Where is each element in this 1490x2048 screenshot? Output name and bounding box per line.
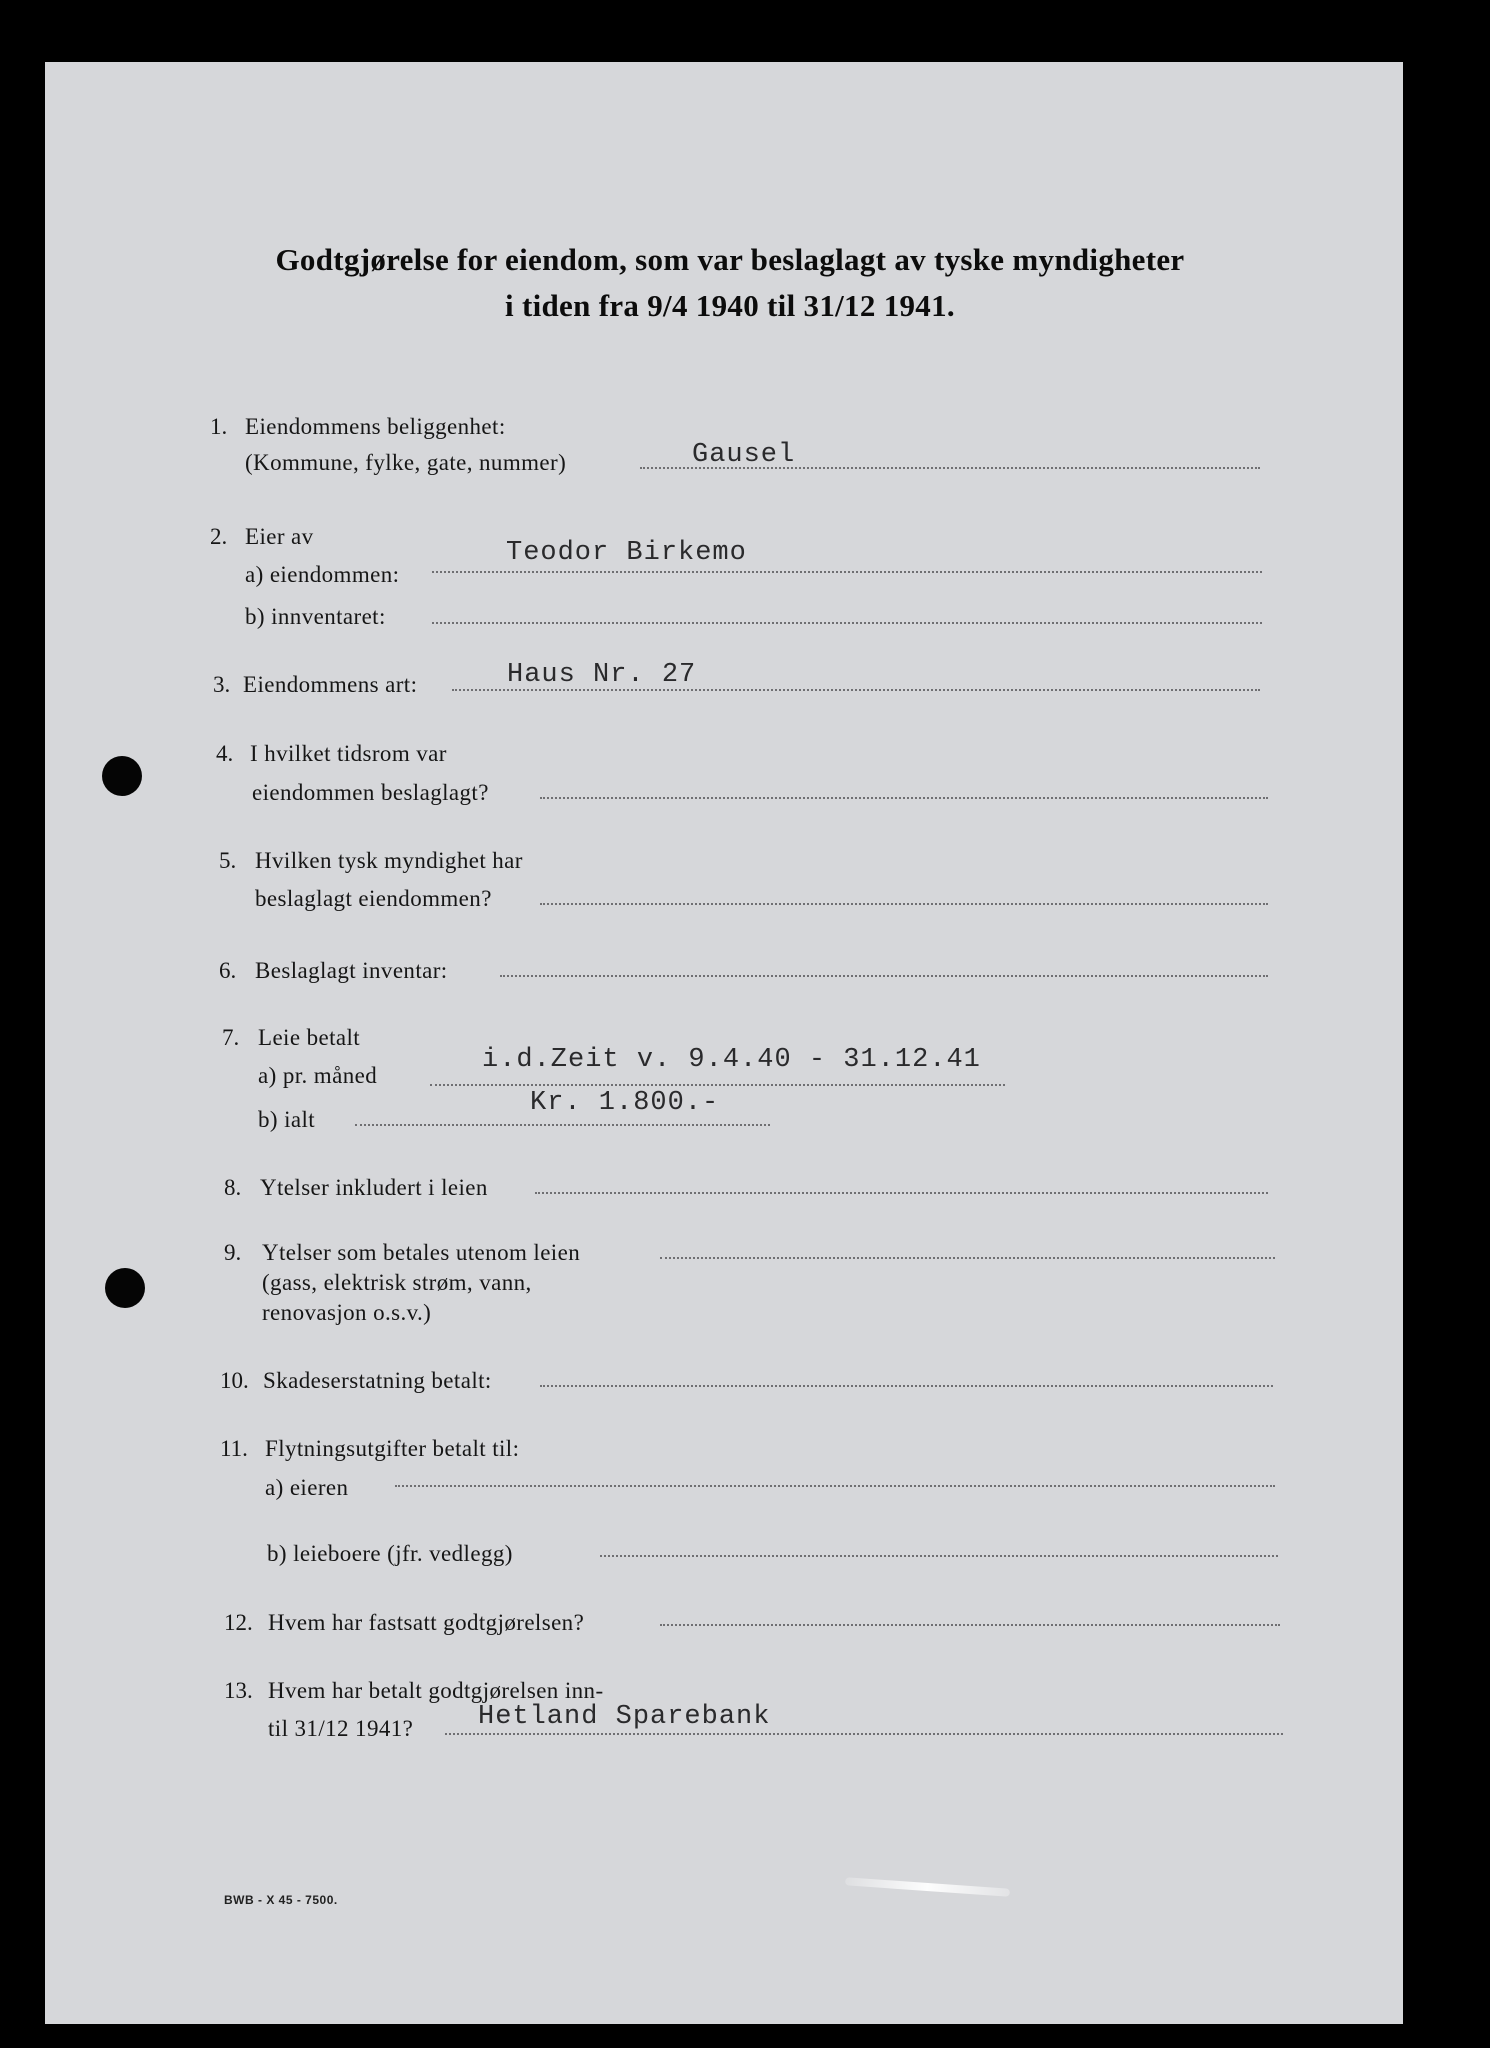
answer-property-type[interactable]: Haus Nr. 27: [507, 660, 697, 690]
answer-rent-total[interactable]: Kr. 1.800.-: [530, 1088, 720, 1118]
item-number: 13.: [224, 1678, 253, 1703]
punch-hole-bottom: [105, 1268, 145, 1308]
answer-line: [540, 1385, 1273, 1387]
item-label: Skadeserstatning betalt:: [263, 1368, 492, 1393]
item-label: (Kommune, fylke, gate, nummer): [245, 450, 567, 475]
item-label: b) leieboere (jfr. vedlegg): [267, 1541, 513, 1566]
answer-line: [540, 797, 1268, 799]
item-label: Eier av: [245, 524, 314, 549]
item-number: 10.: [220, 1368, 249, 1393]
answer-line: [660, 1257, 1275, 1259]
item-label: Flytningsutgifter betalt til:: [265, 1436, 520, 1461]
item-label: eiendommen beslaglagt?: [252, 780, 489, 805]
item-label: a) eiendommen:: [245, 562, 400, 587]
item-number: 2.: [210, 524, 228, 549]
item-label: Beslaglagt inventar:: [255, 958, 448, 983]
answer-line: [540, 903, 1268, 905]
form-title-line1: Godtgjørelse for eiendom, som var beslaglagt av tyske myndigheter: [275, 242, 1185, 277]
punch-hole-top: [102, 756, 142, 796]
item-label: beslaglagt eiendommen?: [255, 886, 492, 911]
item-label: Eiendommens art:: [243, 672, 418, 697]
item-label: Hvem har betalt godtgjørelsen inn-: [268, 1678, 604, 1703]
item-label: Hvem har fastsatt godtgjørelsen?: [268, 1610, 585, 1635]
answer-owner-property[interactable]: Teodor Birkemo: [506, 538, 747, 568]
item-label: Ytelser inkludert i leien: [260, 1175, 488, 1200]
answer-line: [445, 1733, 1283, 1735]
answer-location[interactable]: Gausel: [692, 440, 796, 470]
answer-line: [535, 1192, 1268, 1194]
item-label: til 31/12 1941?: [268, 1716, 414, 1741]
item-number: 4.: [216, 741, 234, 766]
item-number: 7.: [222, 1025, 240, 1050]
item-label: b) innventaret:: [245, 604, 386, 629]
item-label: Eiendommens beliggenhet:: [245, 414, 506, 439]
item-number: 12.: [224, 1610, 253, 1635]
item-label: I hvilket tidsrom var: [250, 741, 447, 766]
item-number: 1.: [210, 414, 228, 439]
answer-line: [432, 622, 1262, 624]
item-number: 3.: [213, 672, 231, 697]
item-label: Hvilken tysk myndighet har: [255, 848, 523, 873]
answer-line: [600, 1555, 1278, 1557]
item-number: 9.: [224, 1240, 242, 1265]
answer-rent-monthly[interactable]: i.d.Zeit v. 9.4.40 - 31.12.41: [482, 1045, 981, 1075]
item-label: b) ialt: [258, 1107, 316, 1132]
answer-line: [430, 1084, 1005, 1086]
item-label: Leie betalt: [258, 1025, 361, 1050]
item-label: renovasjon o.s.v.): [262, 1300, 432, 1325]
item-label: Ytelser som betales utenom leien: [262, 1240, 581, 1265]
answer-line: [432, 571, 1262, 573]
item-label: a) pr. måned: [258, 1063, 378, 1088]
answer-line: [395, 1485, 1275, 1487]
item-number: 6.: [219, 958, 237, 983]
item-label: a) eieren: [265, 1475, 349, 1500]
item-number: 5.: [219, 848, 237, 873]
item-number: 11.: [220, 1436, 248, 1461]
form-title-line2: i tiden fra 9/4 1940 til 31/12 1941.: [505, 288, 955, 323]
answer-paid-by[interactable]: Hetland Sparebank: [478, 1702, 771, 1732]
answer-line: [660, 1624, 1280, 1626]
print-code-footer: BWB - X 45 - 7500.: [224, 1893, 338, 1907]
item-number: 8.: [224, 1175, 242, 1200]
answer-line: [500, 975, 1268, 977]
answer-line: [355, 1124, 770, 1126]
item-label: (gass, elektrisk strøm, vann,: [262, 1270, 532, 1295]
